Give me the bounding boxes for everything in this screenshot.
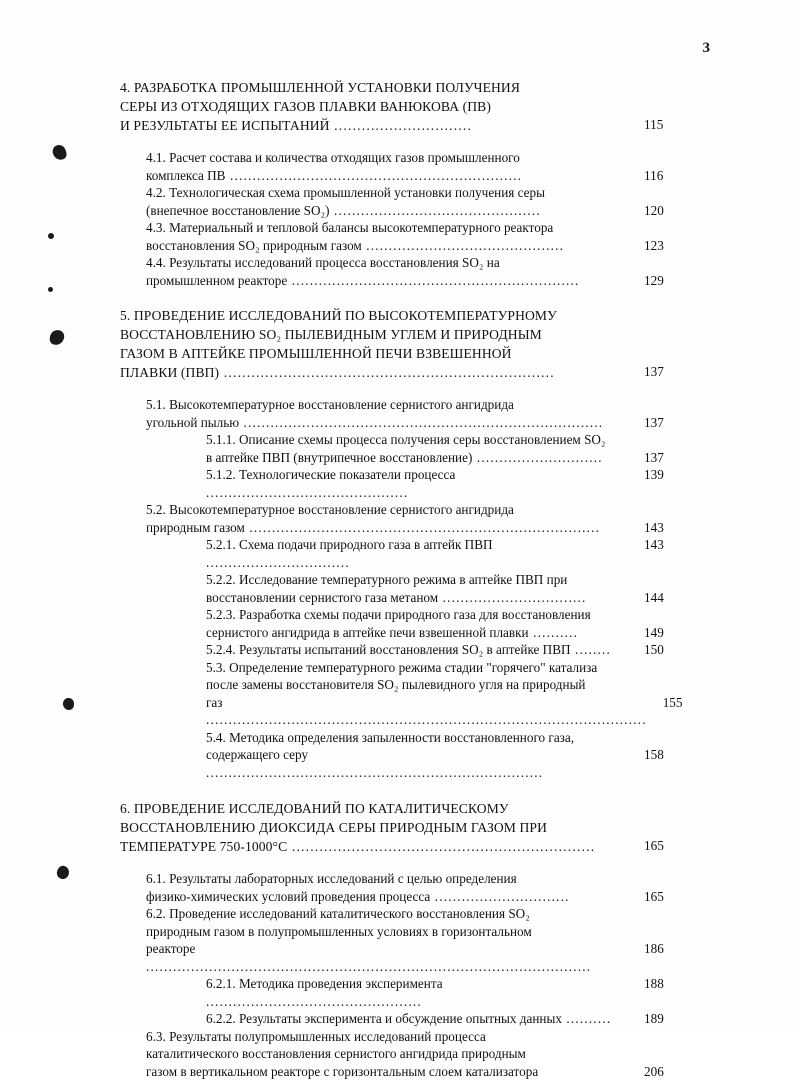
toc-entry-page-number: 115 — [634, 78, 690, 134]
toc-leader-dots: .............................. — [330, 118, 473, 133]
toc-entry-title — [206, 1010, 634, 1028]
toc-entry-line: 6.2.1. Методика проведения эксперимента ................................................ — [206, 975, 628, 1010]
toc-leader-dots: ............................................. — [206, 485, 408, 500]
toc-entry[interactable] — [120, 799, 690, 856]
toc-entry[interactable] — [120, 431, 690, 466]
toc-entry[interactable] — [120, 396, 690, 431]
toc-entry-line: (внепечное восстановление SO₂) .............................................. — [146, 202, 628, 220]
toc-entry-line: 5.1. Высокотемпературное восстановление сернистого ангидрида — [146, 396, 628, 414]
toc-spacer — [120, 289, 690, 306]
toc-leader-dots: ................................................................................ — [239, 415, 603, 430]
toc-entry-title — [120, 78, 634, 135]
toc-entry[interactable] — [120, 659, 690, 729]
toc-entry-line: природным газом в полупромышленных условиях в горизонтальном — [146, 923, 628, 941]
toc-entry-line: 5.2.1. Схема подачи природного газа в аптейк ПВП ................................ — [206, 536, 628, 571]
toc-entry-line: физико-химических условий проведения процесса .............................. — [146, 888, 628, 906]
toc-entry-line: сернистого ангидрида в аптейке печи взвешенной плавки .......... — [206, 624, 628, 642]
toc-spacer — [120, 382, 690, 396]
toc-entry-line: И РЕЗУЛЬТАТЫ ЕЕ ИСПЫТАНИЙ .............................. — [120, 116, 628, 135]
ink-blot-artifact — [63, 698, 74, 710]
toc-entry-page-number: 120 — [634, 184, 690, 219]
toc-leader-dots: ................................................................................................... — [146, 959, 591, 974]
toc-entry-page-number: 143 — [634, 501, 690, 536]
toc-leader-dots: ................................ — [206, 555, 350, 570]
toc-entry-page-number: 137 — [634, 431, 690, 466]
toc-entry-line: реакторе ................................................................................................... — [146, 940, 628, 975]
toc-entry[interactable] — [120, 571, 690, 606]
toc-leader-dots: ........ — [571, 642, 611, 657]
toc-entry-line: восстановления SO₂ природным газом ............................................ — [146, 237, 628, 255]
ink-blot-artifact — [48, 287, 53, 292]
toc-entry-page-number: 144 — [634, 571, 690, 606]
toc-entry-page-number: 123 — [634, 219, 690, 254]
toc-entry-line: промышленном реакторе ................................................................ — [146, 272, 628, 290]
toc-entry-title — [120, 799, 634, 856]
toc-entry-title — [206, 431, 634, 466]
toc-entry-page-number: 155 — [653, 659, 709, 712]
toc-entry-page-number: 150 — [634, 641, 690, 659]
table-of-contents — [120, 78, 690, 1080]
toc-entry-page-number: 116 — [634, 149, 690, 184]
toc-entry-title — [206, 466, 634, 501]
toc-entry-title — [206, 571, 634, 606]
toc-entry-line: природным газом .............................................................................. — [146, 519, 628, 537]
toc-leader-dots: ................................................ — [206, 994, 422, 1009]
toc-entry-line: СЕРЫ ИЗ ОТХОДЯЩИХ ГАЗОВ ПЛАВКИ ВАНЮКОВА (ПВ) — [120, 97, 628, 116]
toc-entry-line: ГАЗОМ В АПТЕЙКЕ ПРОМЫШЛЕННОЙ ПЕЧИ ВЗВЕШЕННОЙ — [120, 344, 628, 363]
toc-entry-line: угольной пылью ................................................................................ — [146, 414, 628, 432]
toc-entry[interactable] — [120, 536, 690, 571]
ink-blot-artifact — [55, 864, 71, 881]
toc-entry-line: 6.1. Результаты лабораторных исследований с целью определения — [146, 870, 628, 888]
toc-entry[interactable] — [120, 975, 690, 1010]
toc-entry-line: 5.1.2. Технологические показатели процесса ............................................. — [206, 466, 628, 501]
toc-leader-dots: ................................................................. — [225, 168, 522, 183]
toc-entry-line: 6.3. Результаты полупромышленных исследований процесса — [146, 1028, 628, 1046]
toc-entry-title — [146, 219, 634, 254]
toc-entry-page-number: 188 — [634, 975, 690, 993]
toc-leader-dots: ........................................................................... — [206, 765, 543, 780]
ink-blot-artifact — [48, 233, 54, 239]
toc-entry-page-number: 165 — [634, 799, 690, 855]
toc-entry-line: газ .................................................................................................. — [206, 694, 647, 729]
toc-entry-title — [120, 306, 634, 382]
toc-entry-line: 4.4. Результаты исследований процесса восстановления SO₂ на — [146, 254, 628, 272]
toc-entry-title — [206, 641, 634, 659]
toc-entry[interactable] — [120, 905, 690, 975]
toc-entry-page-number: 137 — [634, 396, 690, 431]
toc-spacer — [120, 135, 690, 149]
toc-entry-line: 5.2.4. Результаты испытаний восстановления SO₂ в аптейке ПВП ........ — [206, 641, 628, 659]
toc-entry[interactable] — [120, 606, 690, 641]
toc-spacer — [120, 856, 690, 870]
toc-entry-line: 5.2.3. Разработка схемы подачи природного газа для восстановления — [206, 606, 628, 624]
toc-entry-line: 4.2. Технологическая схема промышленной установки получения серы — [146, 184, 628, 202]
toc-entry-line: ВОССТАНОВЛЕНИЮ SO₂ ПЫЛЕВИДНЫМ УГЛЕМ И ПРИРОДНЫМ — [120, 325, 628, 344]
toc-entry-line: комплекса ПВ ................................................................. — [146, 167, 628, 185]
toc-entry-page-number: 143 — [634, 536, 690, 554]
toc-entry-line: 5.4. Методика определения запыленности восстановленного газа, — [206, 729, 628, 747]
toc-entry[interactable] — [120, 184, 690, 219]
toc-entry-line: 4. РАЗРАБОТКА ПРОМЫШЛЕННОЙ УСТАНОВКИ ПОЛУЧЕНИЯ — [120, 78, 628, 97]
toc-spacer — [120, 781, 690, 799]
toc-entry-title — [146, 254, 634, 289]
toc-entry-line: 5. ПРОВЕДЕНИЕ ИССЛЕДОВАНИЙ ПО ВЫСОКОТЕМПЕРАТУРНОМУ — [120, 306, 628, 325]
toc-entry-title — [146, 870, 634, 905]
toc-entry-title — [146, 396, 634, 431]
toc-entry-title — [206, 975, 634, 1010]
toc-entry[interactable] — [120, 78, 690, 135]
toc-entry[interactable] — [120, 466, 690, 501]
toc-entry-line: 4.3. Материальный и тепловой балансы высокотемпературного реактора — [146, 219, 628, 237]
toc-entry[interactable] — [120, 1010, 690, 1028]
toc-entry-line: ТЕМПЕРАТУРЕ 750-1000°С .................................................................. — [120, 837, 628, 856]
toc-leader-dots: .................................................................. — [287, 839, 595, 854]
toc-entry[interactable] — [120, 729, 690, 782]
toc-entry-line: 5.1.1. Описание схемы процесса получения серы восстановлением SO₂ — [206, 431, 628, 449]
toc-entry-line: газом в вертикальном реакторе с горизонтальным слоем катализатора — [146, 1063, 628, 1080]
toc-entry-title — [146, 1028, 634, 1080]
toc-leader-dots: ............................................ — [362, 238, 564, 253]
toc-entry[interactable] — [120, 149, 690, 184]
toc-entry-page-number: 206 — [634, 1028, 690, 1080]
toc-entry-title — [146, 149, 634, 184]
toc-leader-dots: ........................................................................ — [219, 365, 555, 380]
toc-leader-dots: .............................................................................. — [245, 520, 600, 535]
toc-entry[interactable] — [120, 306, 690, 382]
toc-leader-dots: .......... — [529, 625, 578, 640]
toc-leader-dots: ............................ — [472, 450, 602, 465]
toc-entry-line: в аптейке ПВП (внутрипечное восстановление) ............................ — [206, 449, 628, 467]
toc-entry-title — [146, 184, 634, 219]
toc-leader-dots: ................................................................ — [287, 273, 579, 288]
toc-entry-title — [146, 905, 634, 975]
toc-entry[interactable] — [120, 254, 690, 289]
toc-entry-page-number: 165 — [634, 870, 690, 905]
toc-entry[interactable] — [120, 641, 690, 659]
toc-entry-title — [206, 536, 634, 571]
toc-entry-line: 5.2.2. Исследование температурного режима в аптейке ПВП при — [206, 571, 628, 589]
toc-entry-page-number: 129 — [634, 254, 690, 289]
toc-entry-page-number: 189 — [634, 1010, 690, 1028]
toc-leader-dots: .......... — [562, 1011, 611, 1026]
toc-entry-title — [206, 659, 653, 729]
toc-entry-title — [146, 501, 634, 536]
toc-entry-page-number: 137 — [634, 306, 690, 381]
page-number: 3 — [703, 40, 711, 57]
toc-entry-page-number: 149 — [634, 606, 690, 641]
toc-leader-dots: ................................ — [438, 590, 586, 605]
toc-entry-line: 4.1. Расчет состава и количества отходящих газов промышленного — [146, 149, 628, 167]
toc-entry-page-number: 158 — [634, 729, 690, 764]
toc-entry-line: 5.2. Высокотемпературное восстановление сернистого ангидрида — [146, 501, 628, 519]
toc-entry-line: 6.2. Проведение исследований каталитического восстановления SO₂ — [146, 905, 628, 923]
toc-entry-line: содержащего серу ........................................................................... — [206, 746, 628, 781]
toc-leader-dots: .................................................................................................. — [206, 712, 647, 727]
toc-entry-line: 6. ПРОВЕДЕНИЕ ИССЛЕДОВАНИЙ ПО КАТАЛИТИЧЕСКОМУ — [120, 799, 628, 818]
toc-entry[interactable] — [120, 870, 690, 905]
toc-leader-dots: .............................................. — [330, 203, 541, 218]
toc-entry-title — [206, 606, 634, 641]
toc-entry-line: ВОССТАНОВЛЕНИЮ ДИОКСИДА СЕРЫ ПРИРОДНЫМ ГАЗОМ ПРИ — [120, 818, 628, 837]
toc-entry[interactable] — [120, 501, 690, 536]
toc-leader-dots: .............................. — [430, 889, 569, 904]
toc-entry[interactable] — [120, 1028, 690, 1080]
toc-entry-line: после замены восстановителя SO₂ пылевидного угля на природный — [206, 676, 647, 694]
toc-entry-line: ПЛАВКИ (ПВП) ........................................................................ — [120, 363, 628, 382]
toc-entry[interactable] — [120, 219, 690, 254]
toc-entry-line: восстановлении сернистого газа метаном ................................ — [206, 589, 628, 607]
toc-entry-line: 6.2.2. Результаты эксперимента и обсуждение опытных данных .......... — [206, 1010, 628, 1028]
ink-blot-artifact — [49, 329, 66, 347]
ink-blot-artifact — [51, 143, 68, 161]
toc-entry-line: каталитического восстановления сернистого ангидрида природным — [146, 1045, 628, 1063]
toc-entry-line: 5.3. Определение температурного режима стадии "горячего" катализа — [206, 659, 647, 677]
toc-entry-title — [206, 729, 634, 782]
toc-entry-page-number: 139 — [634, 466, 690, 484]
toc-entry-page-number: 186 — [634, 905, 690, 958]
